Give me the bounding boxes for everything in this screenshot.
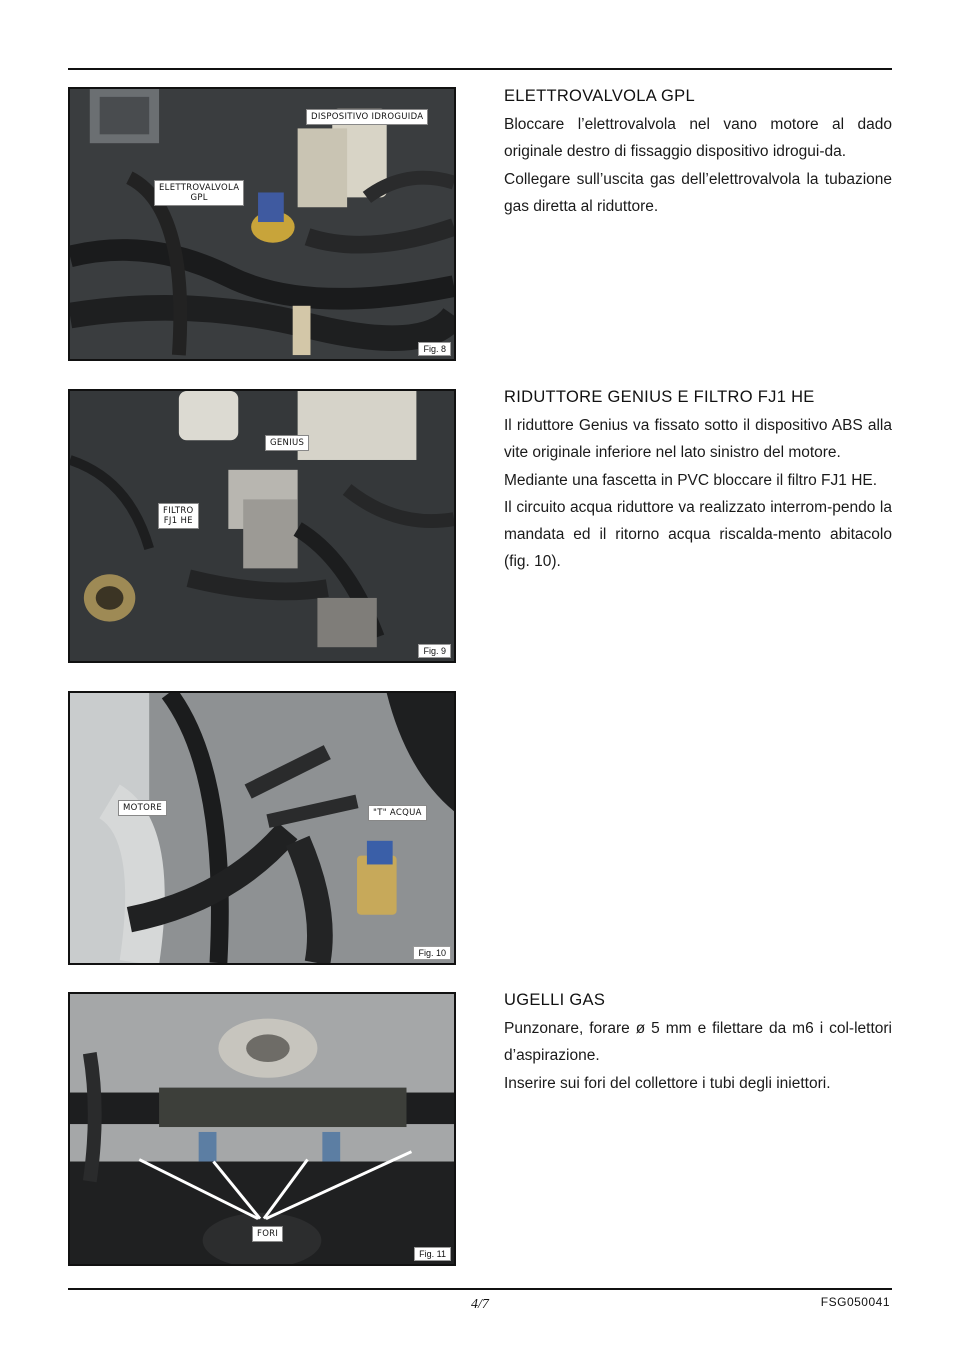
section-title: UGELLI GAS xyxy=(504,991,606,1009)
figure-9-photo xyxy=(68,389,456,663)
paragraph: Il riduttore Genius va fissato sotto il dispositivo ABS alla vite originale inferiore nel lato sinistro del motore. xyxy=(504,417,892,462)
paragraph: Mediante una fascetta in PVC bloccare il filtro FJ1 HE. xyxy=(504,471,878,489)
figure-11-photo xyxy=(68,992,456,1266)
paragraph: Collegare sull’uscita gas dell’elettrovalvola la tubazione gas diretta al riduttore. xyxy=(504,170,892,215)
callout-genius: GENIUS xyxy=(265,435,309,451)
engine-bay-illustration xyxy=(70,391,454,661)
section-title: RIDUTTORE GENIUS E FILTRO FJ1 HE xyxy=(504,388,815,406)
document-code: FSG050041 xyxy=(820,1295,890,1309)
figure-10-label: Fig. 10 xyxy=(413,946,451,960)
top-rule xyxy=(68,68,892,70)
figure-8-photo xyxy=(68,87,456,361)
figure-8-label: Fig. 8 xyxy=(418,342,451,356)
paragraph: Inserire sui fori del collettore i tubi degli iniettori. xyxy=(504,1074,831,1092)
engine-bay-illustration xyxy=(70,89,454,359)
section-riduttore xyxy=(504,386,892,576)
figure-11-label: Fig. 11 xyxy=(414,1247,451,1261)
callout-filtro-fj1-he: FILTRO FJ1 HE xyxy=(158,503,199,529)
section-elettrovalvola xyxy=(504,85,892,220)
section-title: ELETTROVALVOLA GPL xyxy=(504,87,695,105)
figure-10-photo xyxy=(68,691,456,965)
figure-9-label: Fig. 9 xyxy=(418,644,451,658)
paragraph: Bloccare l’elettrovalvola nel vano motore al dado originale destro di fissaggio dispositivo idrogui-da. xyxy=(504,116,892,161)
callout-fori: FORI xyxy=(252,1226,283,1242)
callout-elettrovalvola-gpl: ELETTROVALVOLA GPL xyxy=(154,180,244,206)
paragraph: Punzonare, forare ø 5 mm e filettare da m6 i col-lettori d’aspirazione. xyxy=(504,1020,892,1065)
section-ugelli-gas xyxy=(504,989,892,1097)
engine-bay-illustration xyxy=(70,994,454,1264)
callout-motore: MOTORE xyxy=(118,800,167,816)
bottom-rule xyxy=(68,1288,892,1290)
page-number: 4/7 xyxy=(471,1297,489,1312)
paragraph: Il circuito acqua riduttore va realizzato interrom-pendo la mandata ed il ritorno acqua riscalda-mento abitacolo (fig. 10). xyxy=(504,498,892,571)
engine-bay-illustration xyxy=(70,693,454,963)
callout-t-acqua: "T" ACQUA xyxy=(368,805,427,821)
callout-dispositivo-idroguida: DISPOSITIVO IDROGUIDA xyxy=(306,109,428,125)
